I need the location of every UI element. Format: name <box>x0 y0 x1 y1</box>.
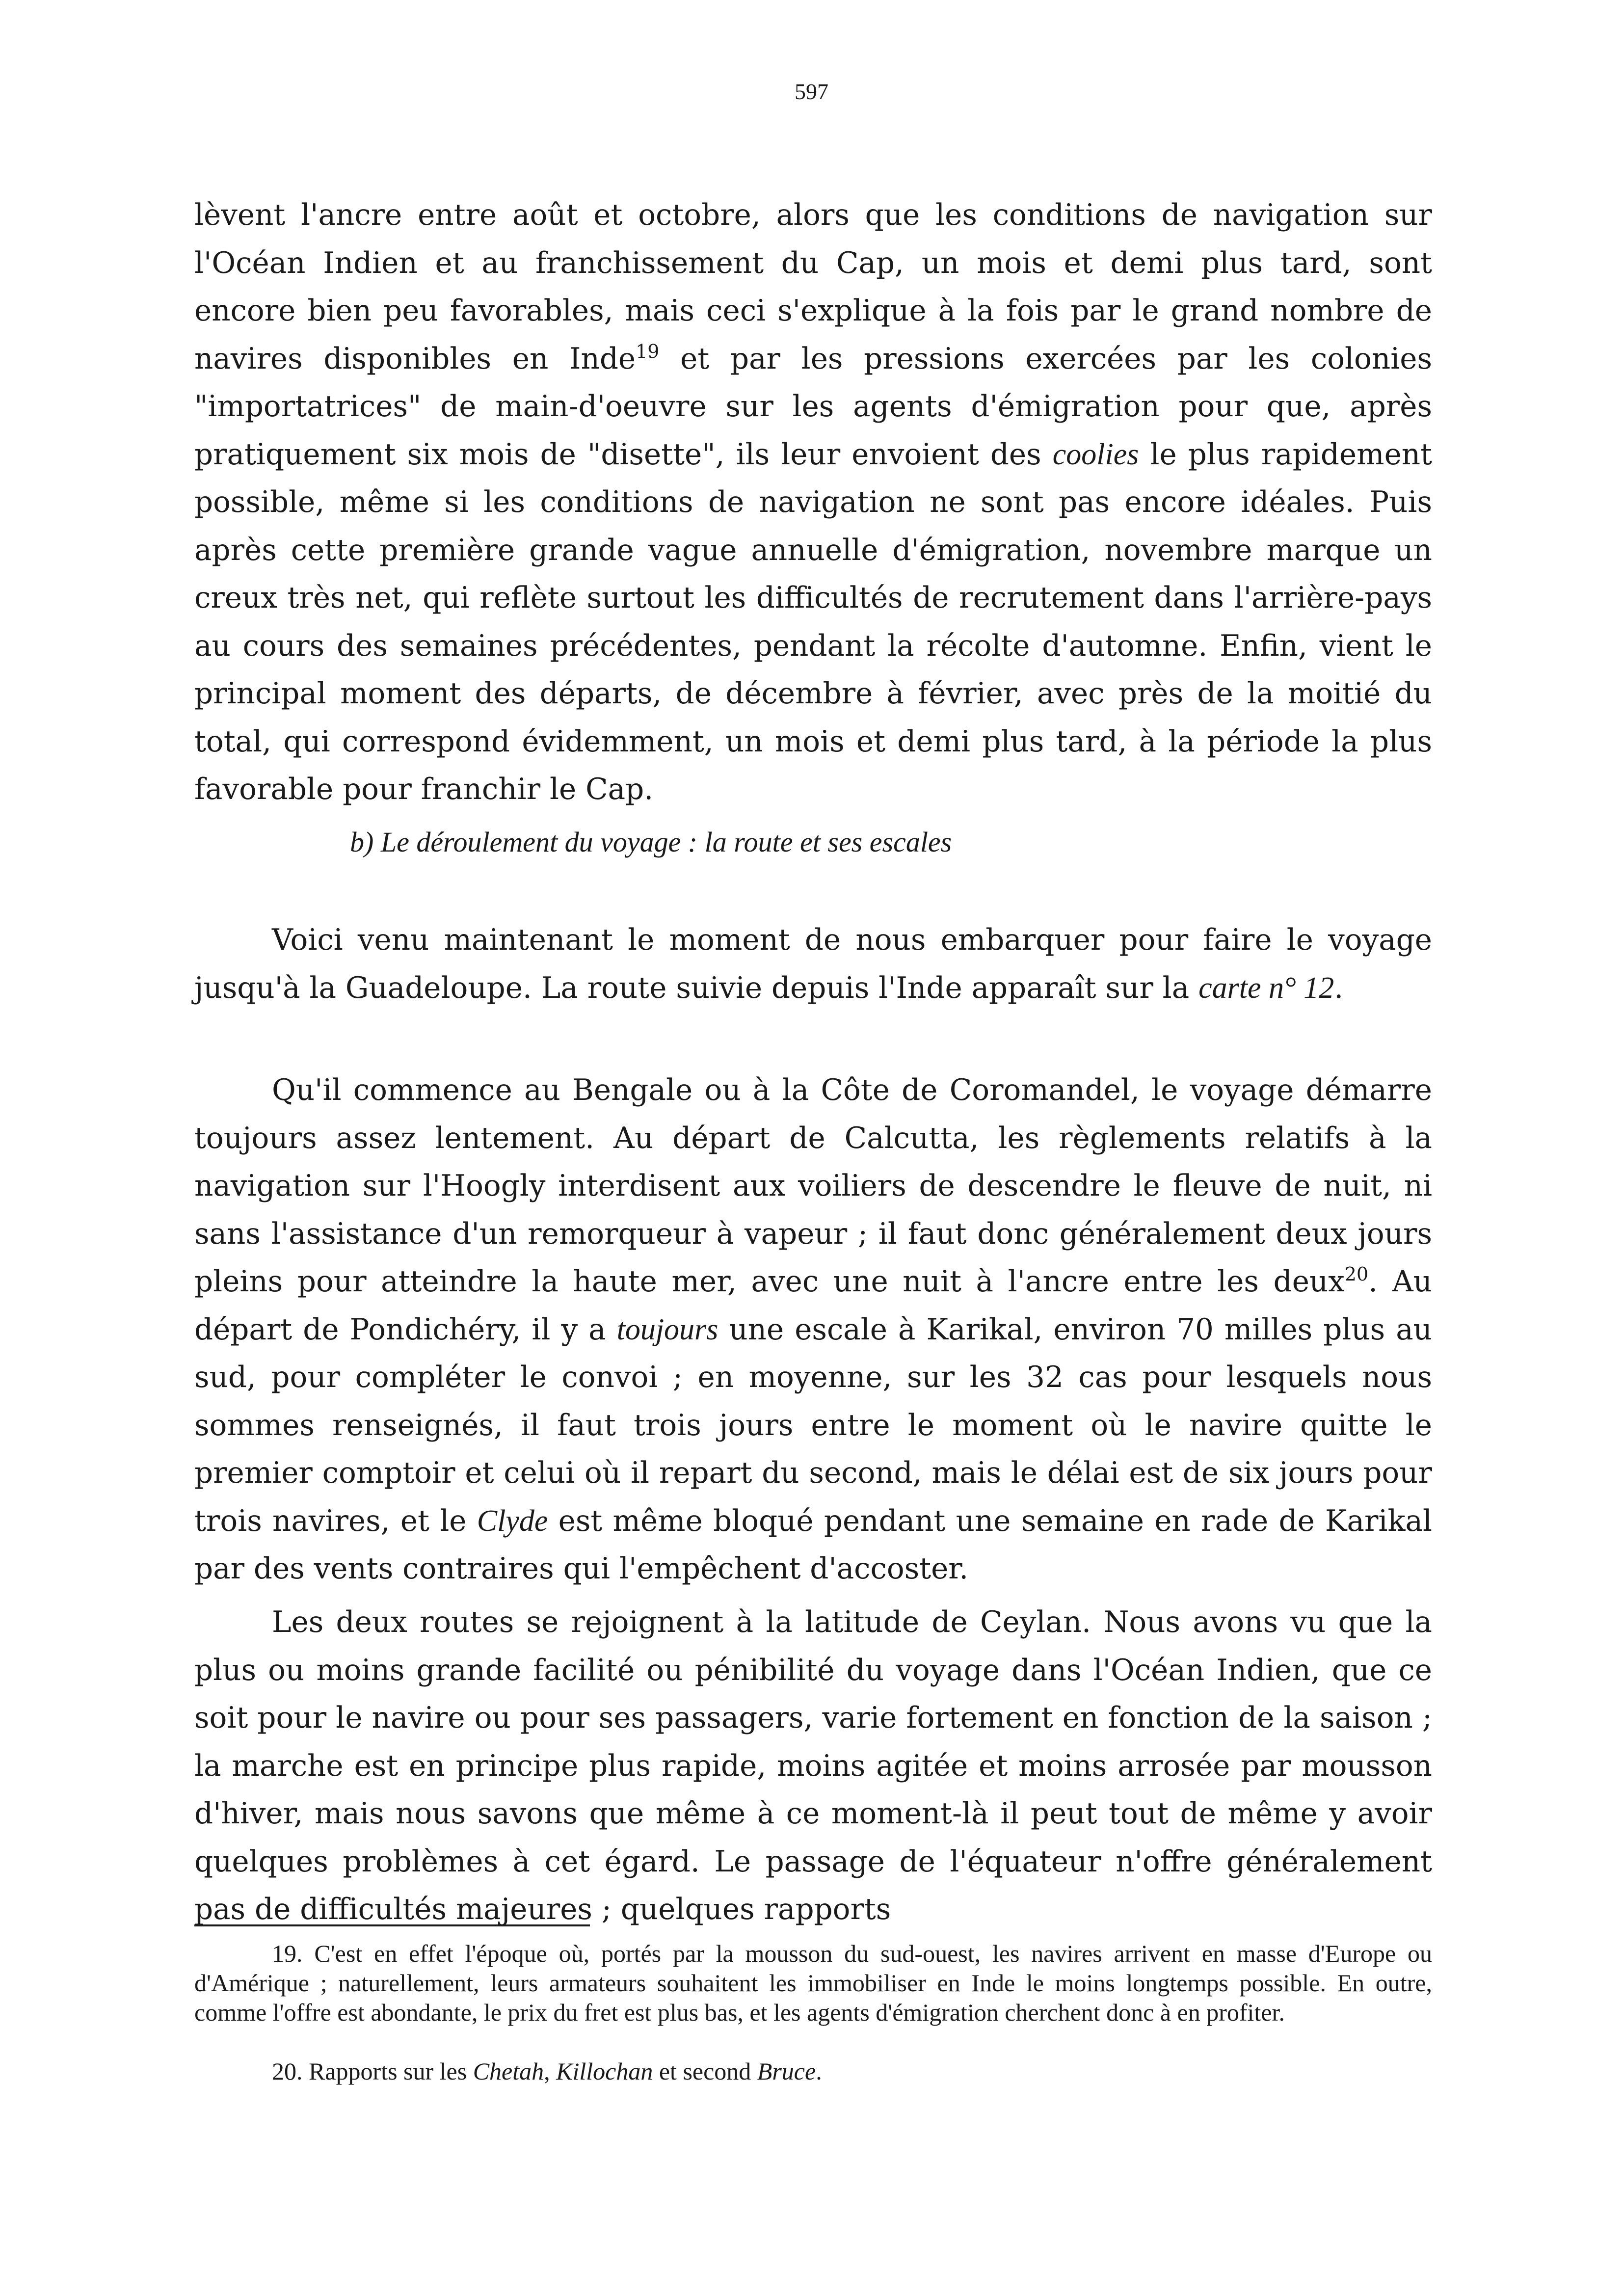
text-run: . <box>816 2057 822 2085</box>
ship-name: Clyde <box>477 1504 548 1538</box>
paragraph-3 <box>194 1067 1432 1593</box>
text-run: . Au départ de Pondichéry, il y a <box>194 1265 1432 1347</box>
text-run: 20. Rapports sur les <box>272 2057 473 2085</box>
footnote-20 <box>194 2056 1432 2086</box>
paragraph-4: Les deux routes se rejoignent à la latitude de Ceylan. Nous avons vu que la plus ou moins grande facilité ou pénibilité du voyage dans l'Océan Indien, que ce soit pour le navire ou pour ses passagers, varie fortement en fonction de la saison ; la marche est en principe plus rapide, moins agitée et moins arrosée par mousson d'hiver, mais nous savons que même à ce moment-là il peut tout de même y avoir quelques problèmes à cet égard. Le passage de l'équateur n'offre généralement pas de difficultés majeures ; quelques rapports <box>194 1605 1432 1926</box>
footnote-ref-20[interactable]: 20 <box>1344 1263 1369 1285</box>
text-run: Qu'il commence au Bengale ou à la Côte de Coromandel, le voyage démarre toujours assez lentement. Au départ de Calcutta, les règlements relatifs à la navigation sur l'Hoogly interdisent aux voiliers de descendre le fleuve de nuit, ni sans l'assistance d'un remorqueur à vapeur ; il faut donc généralement deux jours pleins pour atteindre la haute mer, avec une nuit à l'ancre entre les deux <box>194 1073 1432 1299</box>
section-heading: b) Le déroulement du voyage : la route et ses escales <box>350 826 952 858</box>
ship-name: Killochan <box>556 2057 653 2085</box>
text-run: . <box>1334 971 1344 1005</box>
page-number: 597 <box>795 79 828 104</box>
text-run: , <box>544 2057 557 2085</box>
text-run: est même bloqué pendant une semaine en rade de Karikal par des vents contraires qui l'empêchent d'accoster. <box>194 1504 1433 1586</box>
ship-name: Bruce <box>757 2057 816 2085</box>
footnote-ref-19[interactable]: 19 <box>636 340 660 362</box>
text-run: lèvent l'ancre entre août et octobre, alors que les conditions de navigation sur l'Océan Indien et au franchissement du Cap, un mois et demi plus tard, sont encore bien peu favorables, mais ceci s'explique à la fois par le grand nombre de navires disponibles en Inde <box>194 198 1432 376</box>
footnote-divider <box>194 1924 590 1926</box>
text-run: Voici venu maintenant le moment de nous embarquer pour faire le voyage jusqu'à la Guadeloupe. La route suivie depuis l'Inde apparaît sur la <box>194 923 1432 1005</box>
italic-term: coolies <box>1052 437 1139 471</box>
text-run: une escale à Karikal, environ 70 milles plus au sud, pour compléter le convoi ; en moyenne, sur les 32 cas pour lesquels nous sommes renseignés, il faut trois jours entre le moment où le navire quitte le premier comptoir et celui où il repart du second, mais le délai est de six jours pour trois navires, et le <box>194 1312 1432 1538</box>
paragraph-1 <box>194 191 1432 814</box>
ship-name: Chetah <box>473 2057 544 2085</box>
paragraph-2 <box>194 916 1432 1012</box>
italic-term: toujours <box>616 1312 718 1346</box>
map-reference: carte n° 12 <box>1198 971 1334 1005</box>
text-run: et second <box>653 2057 757 2085</box>
footnote-19: 19. C'est en effet l'époque où, portés par la mousson du sud-ouest, les navires arrivent en masse d'Europe ou d'Amérique ; naturellement, leurs armateurs souhaitent les immobiliser en Inde le moins longtemps possible. En outre, comme l'offre est abondante, le prix du fret est plus bas, et les agents d'émigration cherchent donc à en profiter. <box>194 1940 1432 2026</box>
text-run: et par les pressions exercées par les colonies "importatrices" de main-d'oeuvre sur les agents d'émigration pour que, après pratiquement six mois de "disette", ils leur envoient des <box>194 342 1432 472</box>
text-run: le plus rapidement possible, même si les conditions de navigation ne sont pas encore idéales. Puis après cette première grande vague annuelle d'émigration, novembre marque un creux très net, qui reflète surtout les difficultés de recrutement dans l'arrière-pays au cours des semaines précédentes, pendant la récolte d'automne. Enfin, vient le principal moment des départs, de décembre à février, avec près de la moitié du total, qui correspond évidemment, un mois et demi plus tard, à la période la plus favorable pour franchir le Cap. <box>194 437 1433 806</box>
